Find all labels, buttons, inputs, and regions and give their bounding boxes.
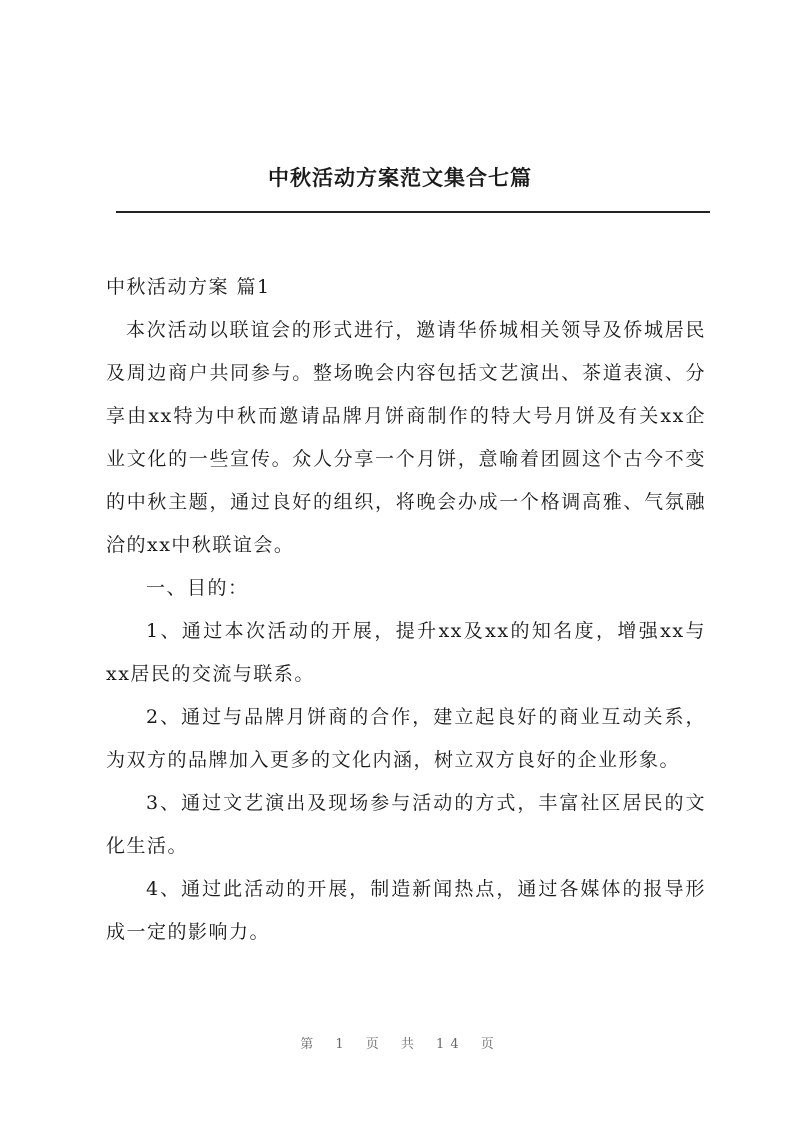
purpose-item-1: 1、通过本次活动的开展，提升xx及xx的知名度，增强xx与xx居民的交流与联系。: [106, 620, 706, 685]
document-title: 中秋活动方案范文集合七篇: [268, 165, 532, 190]
section-heading: 中秋活动方案 篇1: [106, 276, 271, 298]
purpose-heading: 一、目的：: [146, 577, 249, 599]
intro-paragraph: 本次活动以联谊会的形式进行，邀请华侨城相关领导及侨城居民及周边商户共同参与。整场晚会内容包括文艺演出、茶道表演、分享由xx特为中秋而邀请品牌月饼商制作的特大号月饼及有关xx企业文化的一些宣传。众人分享一个月饼，意喻着团圆这个古今不变的中秋主题，通过良好的组织，将晚会办成一个格调高雅、气氛融洽的xx中秋联谊会。: [106, 319, 706, 556]
purpose-item-2: 2、通过与品牌月饼商的合作，建立起良好的商业互动关系，为双方的品牌加入更多的文化内涵，树立双方良好的企业形象。: [106, 706, 706, 771]
purpose-item-4: 4、通过此活动的开展，制造新闻热点，通过各媒体的报导形成一定的影响力。: [106, 878, 706, 943]
page-footer: 第 1 页 共 14 页: [300, 1037, 500, 1052]
document-body: [106, 266, 706, 954]
title-divider: [116, 211, 710, 213]
purpose-item-3: 3、通过文艺演出及现场参与活动的方式，丰富社区居民的文化生活。: [106, 792, 706, 857]
